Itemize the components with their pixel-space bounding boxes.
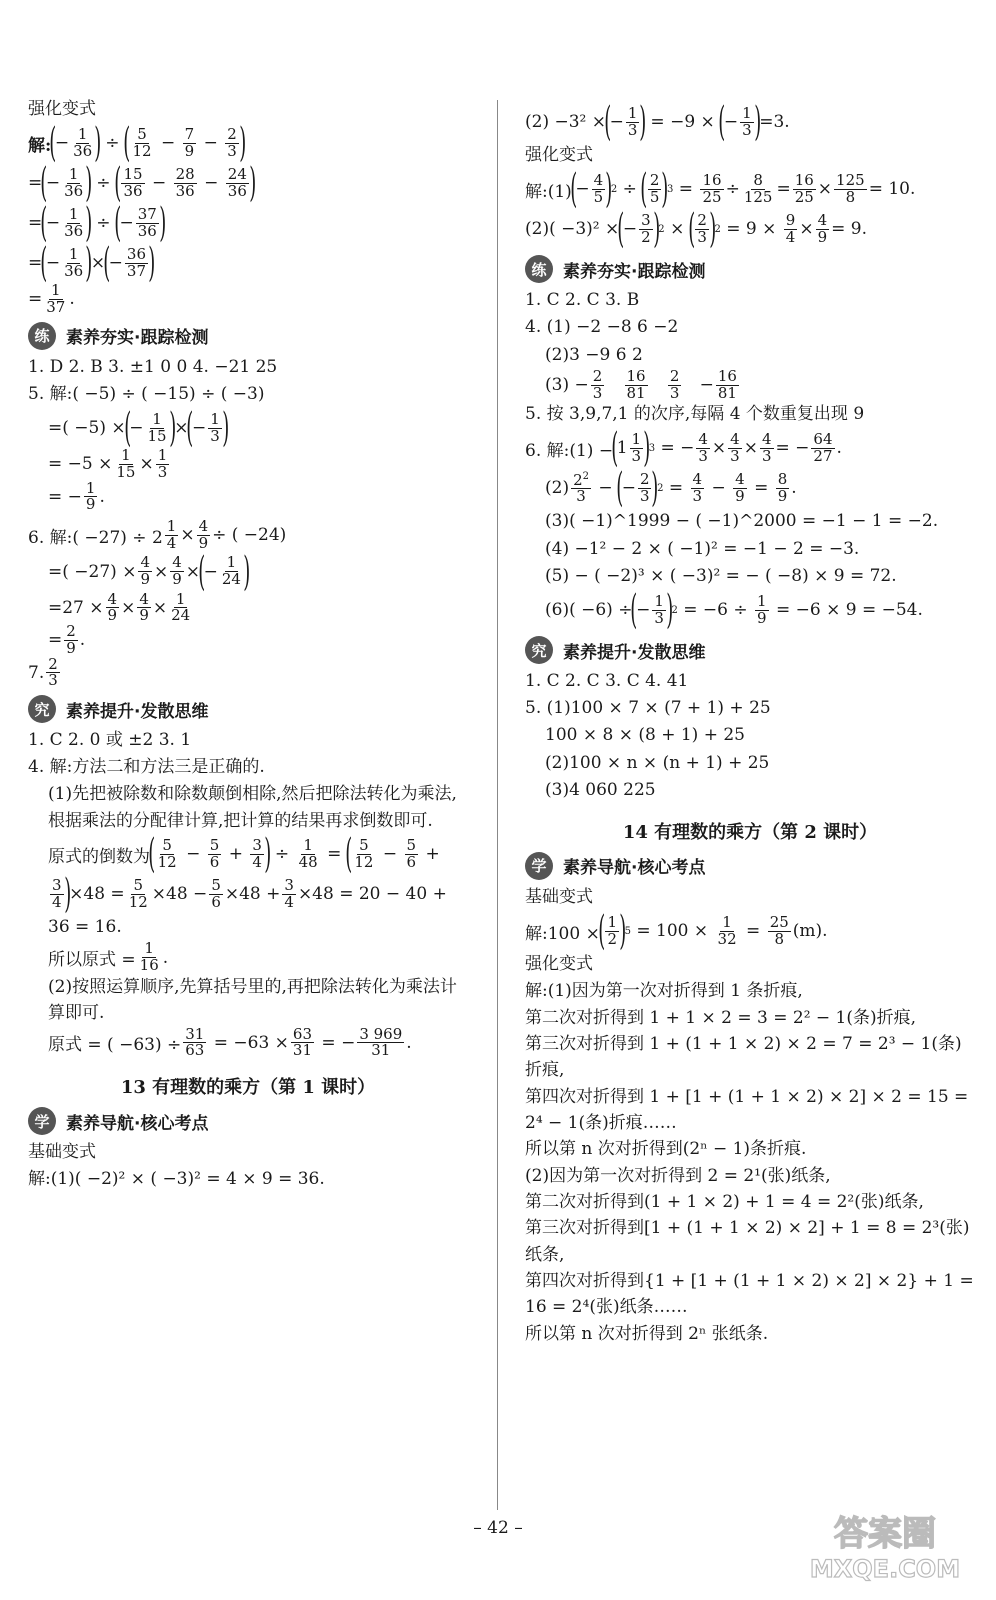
answer-line: (3)( −1)^1999 − ( −1)^2000 = −1 − 1 = −2.: [545, 511, 939, 532]
section-header: [28, 322, 468, 350]
equation-line: 原式 = ( −63) ÷ $\frac{31}{63}$ = −63 × $\frac{63}{31}$ = − $\frac{3 969}{31}$ .: [48, 1024, 412, 1060]
answer-line: 100 × 8 × (8 + 1) + 25: [545, 725, 745, 746]
svg-text:MXQE.COM: MXQE.COM: [809, 1555, 961, 1583]
section-title: 素养夯实·跟踪检测: [563, 261, 706, 282]
answer-line: (5) − ( −2)³ × ( −3)² = − ( −8) × 9 = 72.: [545, 565, 897, 586]
column-divider: [497, 100, 498, 1510]
section-header: [525, 852, 975, 880]
answer-line: 第三次对折得到[1 + (1 + 1 × 2) × 2] + 1 = 8 = 2³(张)纸条,: [525, 1218, 970, 1265]
section-badge: 学: [525, 852, 553, 880]
equation-line: 原式的倒数为 ( $\frac{5}{12}$ − $\frac{5}{6}$ + $\frac{3}{4}$ ) ÷ $\frac{1}{48}$ = ( $\frac{5}{12}$ − $\frac{5}{6}$ +: [48, 831, 440, 878]
equation-line: = $\frac{2}{9}$ .: [48, 622, 86, 657]
equation-line: =( −5) × ( − $\frac{1}{15}$ ) × ( − $\frac{1}{3}$ ): [48, 405, 230, 452]
equation-line: = $\frac{1}{37}$ .: [28, 281, 75, 316]
equation-line: $\frac{3}{4}$ ) ×48 = $\frac{5}{12}$ ×48 − $\frac{5}{6}$ ×48 + $\frac{3}{4}$ ×48 = 20 − 40 +: [52, 871, 447, 918]
right-column: [525, 99, 975, 1347]
answer-line: 4. (1) −2 −8 6 −2: [525, 317, 679, 338]
heading-qianghua: 强化变式: [525, 145, 593, 165]
section-title: 素养提升·发散思维: [563, 642, 706, 663]
equation-line: 所以原式 = $\frac{1}{16}$ .: [48, 939, 169, 975]
explanation-text: (2)按照运算顺序,先算括号里的,再把除法转化为乘法计算即可.: [48, 976, 457, 1024]
answer-line: 4. 解:方法二和方法三是正确的.: [28, 757, 265, 778]
section-badge: 练: [525, 255, 553, 283]
equation-line: =27 × $\frac{4}{9}$ × $\frac{4}{9}$ × $\frac{1}{24}$: [48, 589, 191, 625]
section-badge: 究: [525, 636, 553, 664]
section-badge: 究: [28, 695, 56, 723]
answer-line: 第四次对折得到 1 + [1 + (1 + 1 × 2) × 2] × 2 = 15 = 2⁴ − 1(条)折痕……: [525, 1086, 969, 1134]
equation-line: = ( − $\frac{1}{36}$ ) ÷ ( $\frac{15}{36}$ − $\frac{28}{36}$ − $\frac{24}{36}$ ): [28, 160, 257, 207]
answer-line: 所以第 n 次对折得到(2ⁿ − 1)条折痕.: [525, 1139, 807, 1160]
answer-line: (2)100 × n × (n + 1) + 25: [545, 752, 770, 773]
answer-line: (2)3 −9 6 2: [545, 344, 643, 365]
equation-line: 7. $\frac{2}{3}$: [28, 654, 58, 690]
lesson-title: 14 有理数的乘方（第 2 课时）: [622, 821, 878, 843]
heading-jichu: 基础变式: [28, 1142, 96, 1162]
answer-line: 5. (1)100 × 7 × (7 + 1) + 25: [525, 698, 771, 719]
equation-line: 6. 解:(1) − ( 1 $\frac{1}{3}$ ) 3 = − $\frac{4}{3}$ × $\frac{4}{3}$ × $\frac{4}{3}$ = − $\frac{64}{27}$ .: [525, 425, 842, 472]
heading-jichu: 基础变式: [525, 886, 593, 907]
answer-line: (3)4 060 225: [545, 779, 656, 800]
answer-line: 解:(1)因为第一次对折得到 1 条折痕,: [525, 981, 803, 1002]
section-header: [525, 255, 975, 283]
watermark-logo: [790, 1505, 980, 1585]
answer-line: 第四次对折得到{1 + [1 + (1 + 1 × 2) × 2] × 2} + 1 = 16 = 2⁴(张)纸条……: [525, 1271, 974, 1318]
answer-line: 第二次对折得到 1 + 1 × 2 = 3 = 2² − 1(条)折痕,: [525, 1007, 917, 1028]
answer-line: 5. 解:( −5) ÷ ( −15) ÷ ( −3): [28, 383, 265, 404]
answer-line: 解:(1)( −2)² × ( −3)² = 4 × 9 = 36.: [28, 1169, 325, 1190]
answer-line: 36 = 16.: [48, 917, 122, 938]
equation-line: 6. 解:( −27) ÷ 2 $\frac{1}{4}$ × $\frac{4}{9}$ ÷ ( −24): [28, 517, 287, 552]
answer-line: 1. D 2. B 3. ±1 0 0 4. −21 25: [28, 356, 278, 377]
equation-line: = − $\frac{1}{9}$ .: [48, 478, 105, 514]
answer-line: 所以第 n 次对折得到 2ⁿ 张纸条.: [525, 1323, 769, 1344]
answer-line: 1. C 2. 0 或 ±2 3. 1: [28, 730, 192, 751]
equation-line: (2)( −3)² × ( − $\frac{3}{2}$ ) 2 × ( $\frac{2}{3}$ ) 2 = 9 × $\frac{9}{4}$ × $\frac{4}{9}$ = 9.: [525, 206, 868, 253]
section-title: 素养提升·发散思维: [66, 701, 209, 722]
answer-line: 第二次对折得到(1 + 1 × 2) + 1 = 4 = 2²(张)纸条,: [525, 1192, 924, 1213]
equation-line: = ( − $\frac{1}{36}$ ) ÷ ( − $\frac{37}{36}$ ): [28, 200, 167, 247]
equation-line: = −5 × $\frac{1}{15}$ × $\frac{1}{3}$: [48, 446, 168, 481]
section-header: [525, 636, 975, 664]
lesson-title: 13 有理数的乘方（第 1 课时）: [120, 1077, 376, 1098]
section-title: 素养导航·核心考点: [563, 858, 706, 879]
heading-qianghua: 强化变式: [28, 99, 96, 119]
explanation-text: (1)先把被除数和除数颠倒相除,然后把除法转化为乘法,根据乘法的分配律计算,把计算的结果再求倒数即可.: [48, 784, 457, 831]
section-badge: 练: [28, 322, 56, 350]
answer-line: 第三次对折得到 1 + (1 + 1 × 2) × 2 = 7 = 2³ − 1(条)折痕,: [525, 1034, 962, 1081]
section-header: [28, 1107, 468, 1135]
page-number: – 42 –: [473, 1518, 523, 1538]
equation-line: 解: ( − $\frac{1}{36}$ ) ÷ ( $\frac{5}{12}$ − $\frac{7}{9}$ − $\frac{2}{3}$ ): [28, 120, 247, 167]
equation-line: (2) −3² × ( − $\frac{1}{3}$ ) = −9 × ( − $\frac{1}{3}$ ) =3.: [525, 99, 790, 145]
answer-line: 1. C 2. C 3. B: [525, 290, 640, 311]
answer-line: 1. C 2. C 3. C 4. 41: [525, 671, 689, 691]
answer-line: (4) −1² − 2 × ( −1)² = −1 − 2 = −3.: [545, 538, 860, 559]
section-title: 素养导航·核心考点: [66, 1113, 209, 1134]
equation-line: =( −27) × $\frac{4}{9}$ × $\frac{4}{9}$ × ( − $\frac{1}{24}$ ): [48, 548, 251, 595]
equation-line: (2) $\frac{2^2}{3}$ − ( − $\frac{2}{3}$ ) 2 = $\frac{4}{3}$ − $\frac{4}{9}$ = $\frac{8}{9}$ .: [545, 465, 797, 512]
section-title: 素养夯实·跟踪检测: [66, 328, 209, 349]
answer-line: (2)因为第一次对折得到 2 = 2¹(张)纸条,: [525, 1165, 831, 1186]
left-column: [28, 96, 468, 1193]
equation-line: (6)( −6) ÷ ( − $\frac{1}{3}$ ) 2 = −6 ÷ $\frac{1}{9}$ = −6 × 9 = −54.: [545, 587, 923, 633]
equation-line: 解:100 × ( $\frac{1}{2}$ ) 5 = 100 × $\frac{1}{32}$ = $\frac{25}{8}$ (m).: [525, 908, 828, 955]
svg-text:答案圈: 答案圈: [834, 1514, 936, 1554]
section-header: [28, 695, 468, 723]
equation-line: = ( − $\frac{1}{36}$ ) × ( − $\frac{36}{37}$ ): [28, 240, 156, 287]
equation-line: (3) − $\frac{2}{3}$ $\frac{16}{81}$ $\frac{2}{3}$ − $\frac{16}{81}$: [545, 366, 737, 402]
heading-qianghua: 强化变式: [525, 954, 593, 975]
equation-line: 解:(1) ( − $\frac{4}{5}$ ) 2 ÷ ( $\frac{2}{5}$ ) 3 = $\frac{16}{25}$ ÷ $\frac{8}{125}$ = $\frac{16}{25}$ × $\frac{125}{8}$ = 10.: [525, 166, 916, 213]
answer-line: 5. 按 3,9,7,1 的次序,每隔 4 个数重复出现 9: [525, 404, 865, 425]
section-badge: 学: [28, 1107, 56, 1135]
